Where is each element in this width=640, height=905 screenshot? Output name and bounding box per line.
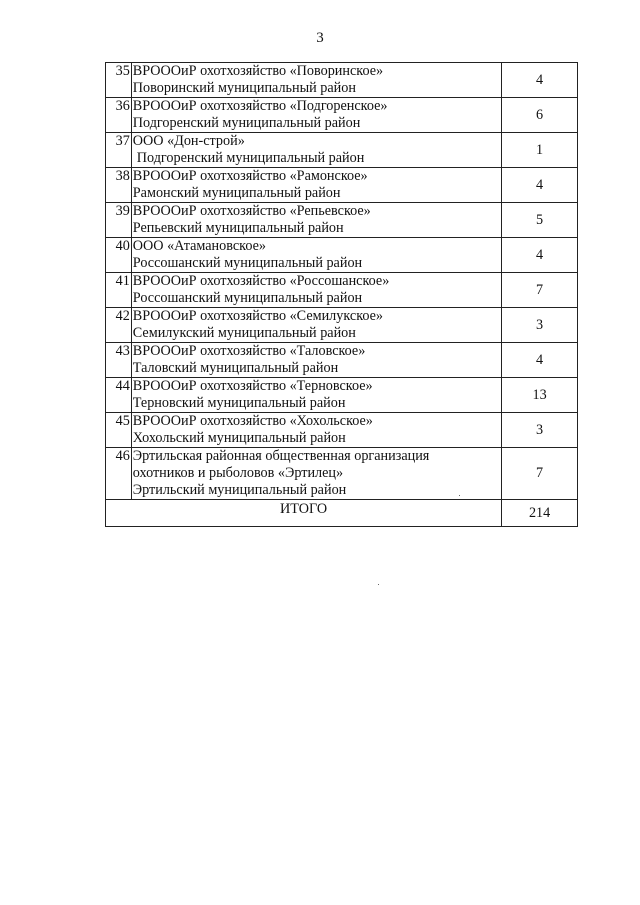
organization-cell [131,238,501,273]
total-row [106,500,578,527]
count-value: 3 [502,413,578,448]
table-row [106,133,578,168]
organization-cell [131,448,501,500]
table-row [106,273,578,308]
organization-cell [131,63,501,98]
organization-name: ВРОООиР охотхозяйство «Таловское» [132,343,366,359]
total-value: 214 [502,500,578,527]
district-name: Подгоренский муниципальный район [136,150,365,166]
row-number: 46 [106,448,132,500]
district-name: Подгоренский муниципальный район [132,115,361,131]
district-name: Россошанский муниципальный район [132,290,363,306]
district-name: Поворинский муниципальный район [132,80,356,96]
hunting-areas-table [105,62,578,527]
table-row [106,308,578,343]
count-value: 7 [502,273,578,308]
table-row [106,203,578,238]
table-row [106,413,578,448]
table-row [106,168,578,203]
district-name: Терновский муниципальный район [132,395,346,411]
row-number: 45 [106,413,132,448]
table-row [106,343,578,378]
row-number: 37 [106,133,132,168]
count-value: 4 [502,168,578,203]
district-name: Таловский муниципальный район [132,360,339,376]
row-number: 36 [106,98,132,133]
organization-name: ООО «Атамановское» [132,238,266,254]
organization-cell [131,133,501,168]
count-value: 7 [502,448,578,500]
row-number: 43 [106,343,132,378]
district-name: Эртильский муниципальный район [132,482,347,498]
table-row [106,448,578,500]
row-number: 42 [106,308,132,343]
table-row [106,63,578,98]
organization-cell [131,308,501,343]
count-value: 5 [502,203,578,238]
count-value: 4 [502,343,578,378]
organization-name: ООО «Дон-строй» [132,133,245,149]
row-number: 38 [106,168,132,203]
organization-name: ВРОООиР охотхозяйство «Россошанское» [132,273,390,289]
organization-cell [131,413,501,448]
count-value: 3 [502,308,578,343]
organization-name: ВРОООиР охотхозяйство «Семилукское» [132,308,384,324]
row-number: 44 [106,378,132,413]
organization-cell [131,378,501,413]
count-value: 4 [502,238,578,273]
organization-name: ВРОООиР охотхозяйство «Поворинское» [132,63,384,79]
organization-cell [131,98,501,133]
organization-name-continued: охотников и рыболовов «Эртилец» [132,465,344,481]
table-row [106,238,578,273]
table-row [106,378,578,413]
organization-cell [131,273,501,308]
organization-name: ВРОООиР охотхозяйство «Репьевское» [132,203,371,219]
organization-cell [131,203,501,238]
row-number: 39 [106,203,132,238]
organization-name: Эртильская районная общественная организация [132,448,430,464]
district-name: Семилукский муниципальный район [132,325,356,341]
count-value: 4 [502,63,578,98]
district-name: Россошанский муниципальный район [132,255,363,271]
organization-name: ВРОООиР охотхозяйство «Хохольское» [132,413,373,429]
page-number: 3 [316,30,324,46]
total-label: ИТОГО [106,500,502,527]
count-value: 6 [502,98,578,133]
row-number: 41 [106,273,132,308]
count-value: 13 [502,378,578,413]
table-row [106,98,578,133]
district-name: Хохольский муниципальный район [132,430,346,446]
organization-cell [131,168,501,203]
organization-cell [131,343,501,378]
row-number: 35 [106,63,132,98]
organization-name: ВРОООиР охотхозяйство «Рамонское» [132,168,368,184]
district-name: Репьевский муниципальный район [132,220,344,236]
row-number: 40 [106,238,132,273]
count-value: 1 [502,133,578,168]
district-name: Рамонский муниципальный район [132,185,341,201]
organization-name: ВРОООиР охотхозяйство «Терновское» [132,378,373,394]
organization-name: ВРОООиР охотхозяйство «Подгоренское» [132,98,388,114]
